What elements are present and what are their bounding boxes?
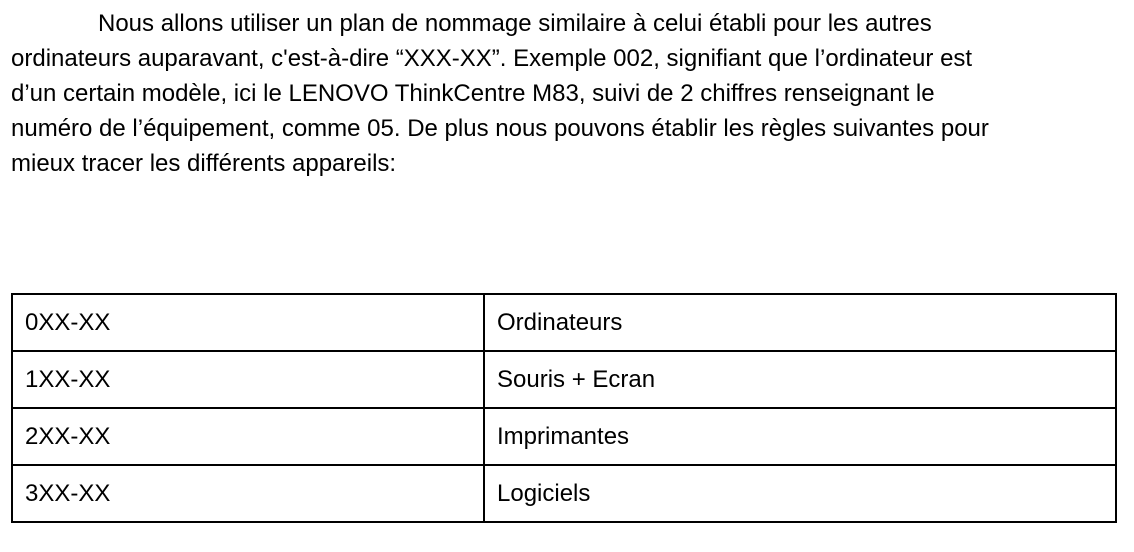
table-row xyxy=(12,351,1116,408)
table-row xyxy=(12,465,1116,522)
category-cell: Logiciels xyxy=(484,465,1116,522)
naming-rules-table xyxy=(11,293,1117,523)
category-cell: Imprimantes xyxy=(484,408,1116,465)
code-cell: 2XX-XX xyxy=(12,408,484,465)
paragraph-line: ordinateurs auparavant, c'est-à-dire “XXX-XX”. Exemple 002, signifiant que l’ordinateur est xyxy=(11,45,973,72)
code-cell: 1XX-XX xyxy=(12,351,484,408)
code-cell: 3XX-XX xyxy=(12,465,484,522)
paragraph-line: numéro de l’équipement, comme 05. De plus nous pouvons établir les règles suivantes pour xyxy=(11,115,989,142)
paragraph-line: mieux tracer les différents appareils: xyxy=(11,150,397,177)
intro-paragraph xyxy=(11,6,1126,181)
paragraph-line: Nous allons utiliser un plan de nommage similaire à celui établi pour les autres xyxy=(98,10,932,37)
paragraph-line: d’un certain modèle, ici le LENOVO ThinkCentre M83, suivi de 2 chiffres renseignant le xyxy=(11,80,935,107)
code-cell: 0XX-XX xyxy=(12,294,484,351)
table-row xyxy=(12,294,1116,351)
category-cell: Souris + Ecran xyxy=(484,351,1116,408)
category-cell: Ordinateurs xyxy=(484,294,1116,351)
table-row xyxy=(12,408,1116,465)
